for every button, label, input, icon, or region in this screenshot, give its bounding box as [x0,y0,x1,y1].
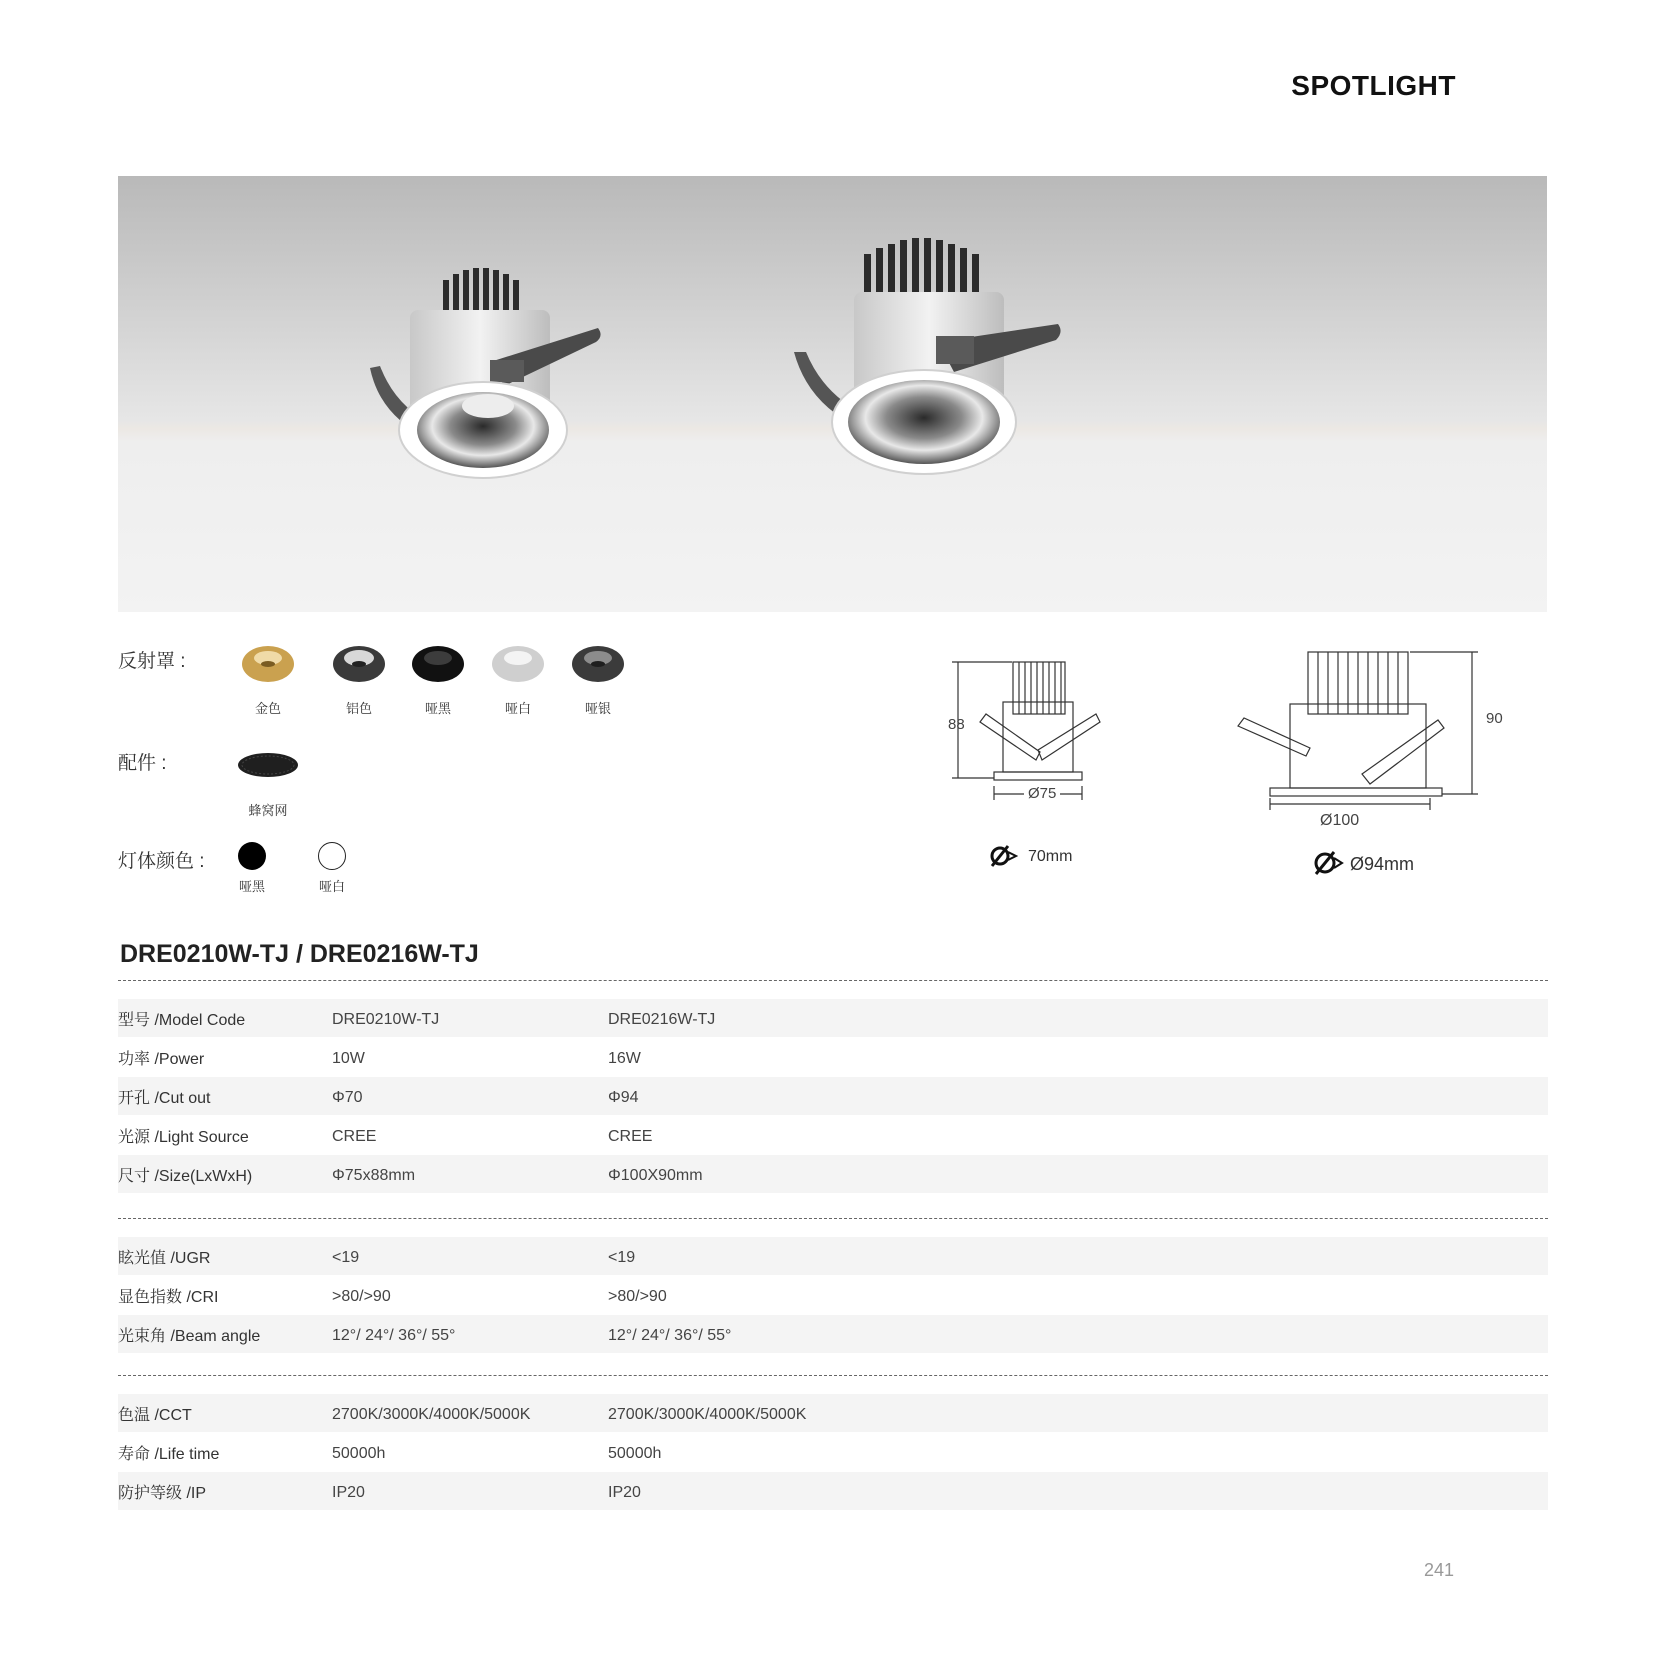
small-cutout-label: 70mm [1028,848,1073,865]
spec-value-10w: <19 [332,1249,360,1266]
model-title: DRE0210W-TJ / DRE0216W-TJ [120,940,479,968]
accessory-label: 配件 : [118,753,167,774]
spec-value-16w: 12°/ 24°/ 36°/ 55° [608,1327,732,1344]
body-color-label: 灯体颜色 : [118,851,205,872]
spec-value-10w: >80/>90 [332,1288,391,1305]
spec-value-10w: 2700K/3000K/4000K/5000K [332,1406,531,1423]
reflector-name: 金色 [254,701,281,716]
spec-value-16w: <19 [608,1249,636,1266]
spec-row [118,1276,1548,1314]
spec-label: 显色指数 /CRI [118,1289,219,1306]
large-spotlight [794,238,1061,474]
spec-value-16w: 16W [608,1050,641,1067]
spec-row [118,999,1548,1037]
spec-label: 光源 /Light Source [118,1129,249,1146]
body-color-white-swatch [318,842,346,870]
divider [118,1375,1548,1376]
large-dimension-drawing [1230,644,1510,820]
spec-row [118,1116,1548,1154]
spec-label: 尺寸 /Size(LxWxH) [118,1168,253,1185]
spec-value-10w: Φ70 [332,1089,363,1106]
spec-label: 寿命 /Life time [118,1446,220,1463]
divider [118,1218,1548,1219]
reflector-name: 哑黑 [424,701,451,716]
spec-value-16w: DRE0216W-TJ [608,1011,716,1028]
page-number: 241 [1423,1560,1454,1580]
spec-value-16w: >80/>90 [608,1288,667,1305]
spec-value-10w: 12°/ 24°/ 36°/ 55° [332,1327,456,1344]
spec-value-10w: Φ75x88mm [332,1167,416,1184]
reflector-swatches [238,636,638,716]
reflector-swatch-matte-black [412,646,464,682]
product-photo [118,176,1547,612]
small-height-label: 88 [948,716,965,733]
honeycomb-mesh-icon [236,750,300,780]
reflector-swatch-aluminium [333,646,385,682]
accessory-name: 蜂窝网 [248,803,288,818]
spec-value-16w: CREE [608,1128,653,1145]
reflector-name: 哑银 [584,701,611,716]
body-color-name: 哑黑 [238,879,265,894]
spec-label: 防护等级 /IP [118,1485,207,1502]
cutout-icon [988,844,1018,868]
large-cutout-label: Ø94mm [1350,854,1415,874]
spec-row [118,1394,1548,1432]
spec-label: 功率 /Power [118,1051,205,1068]
spec-row [118,1315,1548,1353]
small-spotlight [370,268,601,478]
spec-row [118,1472,1548,1510]
spec-value-16w: IP20 [608,1484,641,1501]
spec-value-10w: CREE [332,1128,377,1145]
spec-label: 色温 /CCT [118,1407,192,1424]
spec-label: 眩光值 /UGR [118,1250,211,1267]
spec-value-10w: DRE0210W-TJ [332,1011,440,1028]
reflector-label: 反射罩 : [118,651,186,672]
reflector-swatch-matte-silver [572,646,624,682]
body-color-name: 哑白 [318,879,345,894]
large-diameter-label: Ø100 [1320,812,1360,829]
body-color-black-swatch [238,842,266,870]
spec-row [118,1077,1548,1115]
spec-row [118,1038,1548,1076]
spec-label: 型号 /Model Code [118,1012,246,1029]
spec-value-10w: 50000h [332,1445,386,1462]
reflector-name: 铝色 [345,701,372,716]
spec-label: 开孔 /Cut out [118,1090,211,1107]
spec-value-16w: Φ94 [608,1089,639,1106]
reflector-swatch-gold [242,646,294,682]
reflector-name: 哑白 [504,701,531,716]
spotlight-illustration [118,176,1547,612]
small-diameter-label: Ø75 [1024,785,1060,802]
spec-value-16w: Φ100X90mm [608,1167,703,1184]
page-title: SPOTLIGHT [1291,70,1456,101]
spec-value-16w: 2700K/3000K/4000K/5000K [608,1406,807,1423]
spec-value-10w: 10W [332,1050,365,1067]
divider [118,980,1548,981]
cutout-icon [1312,850,1344,876]
spec-row [118,1155,1548,1193]
spec-row [118,1237,1548,1275]
spec-value-10w: IP20 [332,1484,365,1501]
spec-value-16w: 50000h [608,1445,662,1462]
large-height-label: 90 [1486,710,1503,727]
spec-label: 光束角 /Beam angle [118,1328,261,1345]
reflector-swatch-matte-white [492,646,544,682]
spec-row [118,1433,1548,1471]
